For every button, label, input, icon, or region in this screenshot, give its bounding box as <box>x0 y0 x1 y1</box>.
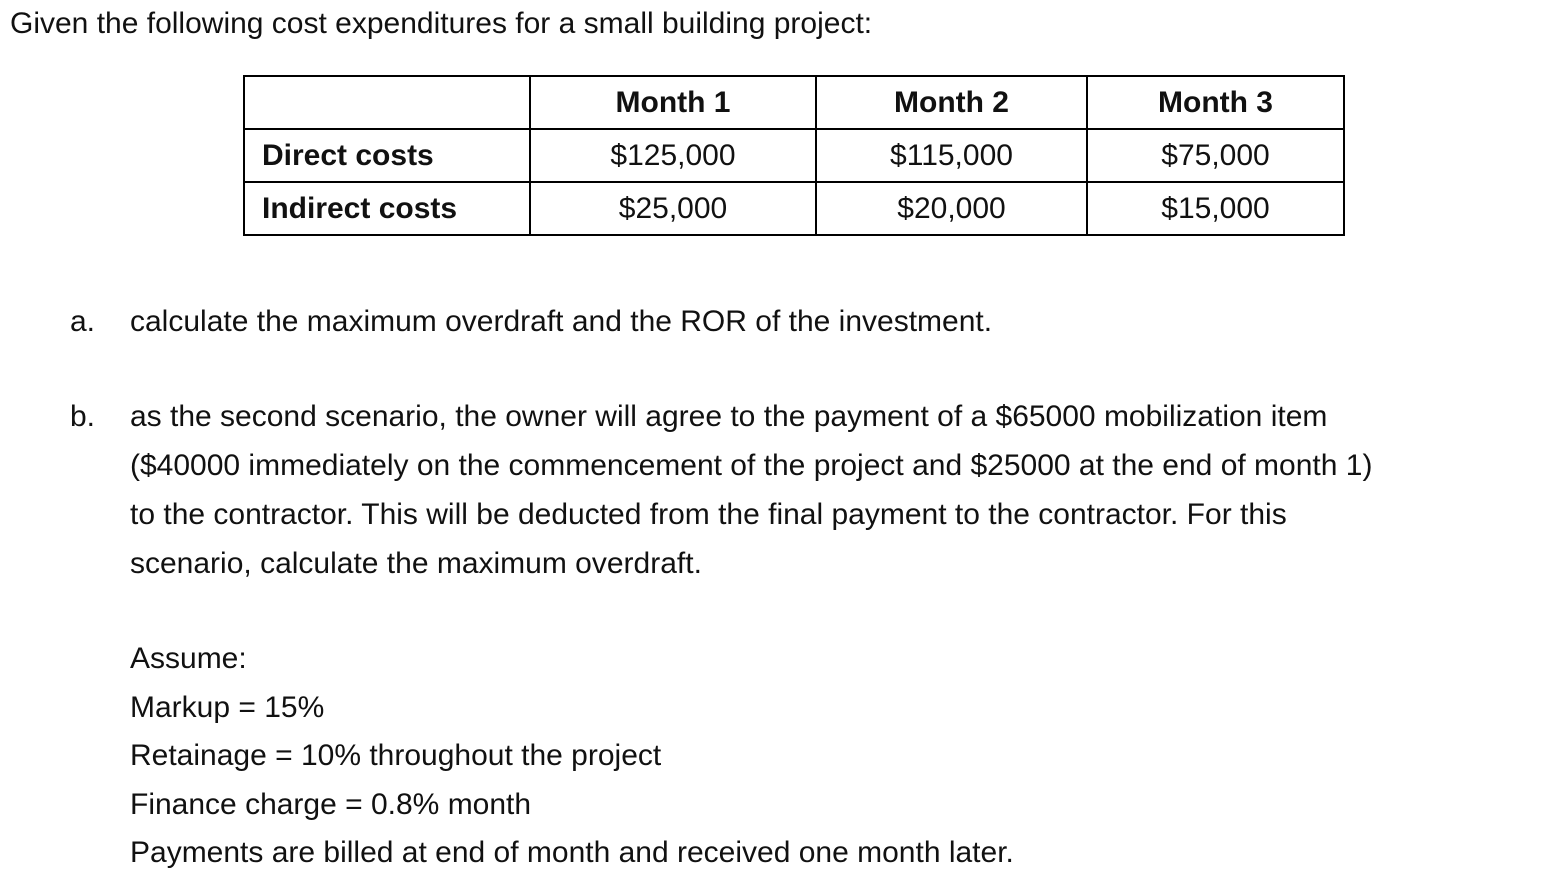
table-header-empty <box>244 76 530 129</box>
cost-table <box>243 75 1345 236</box>
row-label-direct-costs: Direct costs <box>244 129 530 182</box>
question-b-marker: b. <box>70 400 96 433</box>
assumption-item: Retainage = 10% throughout the project <box>130 739 662 772</box>
table-row <box>244 129 1344 182</box>
assumption-item: Payments are billed at end of month and received one month later. <box>130 836 1014 869</box>
assumption-item: Finance charge = 0.8% month <box>130 787 532 821</box>
question-b-text <box>130 392 1372 588</box>
question-b-line: scenario, calculate the maximum overdraft. <box>130 547 702 580</box>
table-row <box>244 182 1344 235</box>
assumptions-heading: Assume: <box>130 642 247 675</box>
table-header-month-3: Month 3 <box>1087 76 1344 129</box>
table-header-row <box>244 76 1344 129</box>
table-cell: $25,000 <box>530 182 816 235</box>
table-cell: $75,000 <box>1087 129 1344 182</box>
question-b-line: as the second scenario, the owner will agree to the payment of a $65000 mobilization item <box>130 400 1328 433</box>
question-a-text: calculate the maximum overdraft and the ROR of the investment. <box>130 305 993 338</box>
assumptions-block <box>130 635 1014 878</box>
table-header-month-1: Month 1 <box>530 76 816 129</box>
question-b-line: ($40000 immediately on the commencement of the project and $25000 at the end of month 1) <box>130 449 1373 482</box>
intro-text: Given the following cost expenditures for a small building project: <box>10 7 873 40</box>
table-cell: $20,000 <box>816 182 1087 235</box>
assumption-item: Markup = 15% <box>130 690 325 724</box>
question-a-marker: a. <box>70 305 96 338</box>
table-header-month-2: Month 2 <box>816 76 1087 129</box>
question-b-line: to the contractor. This will be deducted from the final payment to the contractor. For this <box>130 498 1287 531</box>
table-cell: $125,000 <box>530 129 816 182</box>
table-cell: $115,000 <box>816 129 1087 182</box>
row-label-indirect-costs: Indirect costs <box>244 182 530 235</box>
table-cell: $15,000 <box>1087 182 1344 235</box>
